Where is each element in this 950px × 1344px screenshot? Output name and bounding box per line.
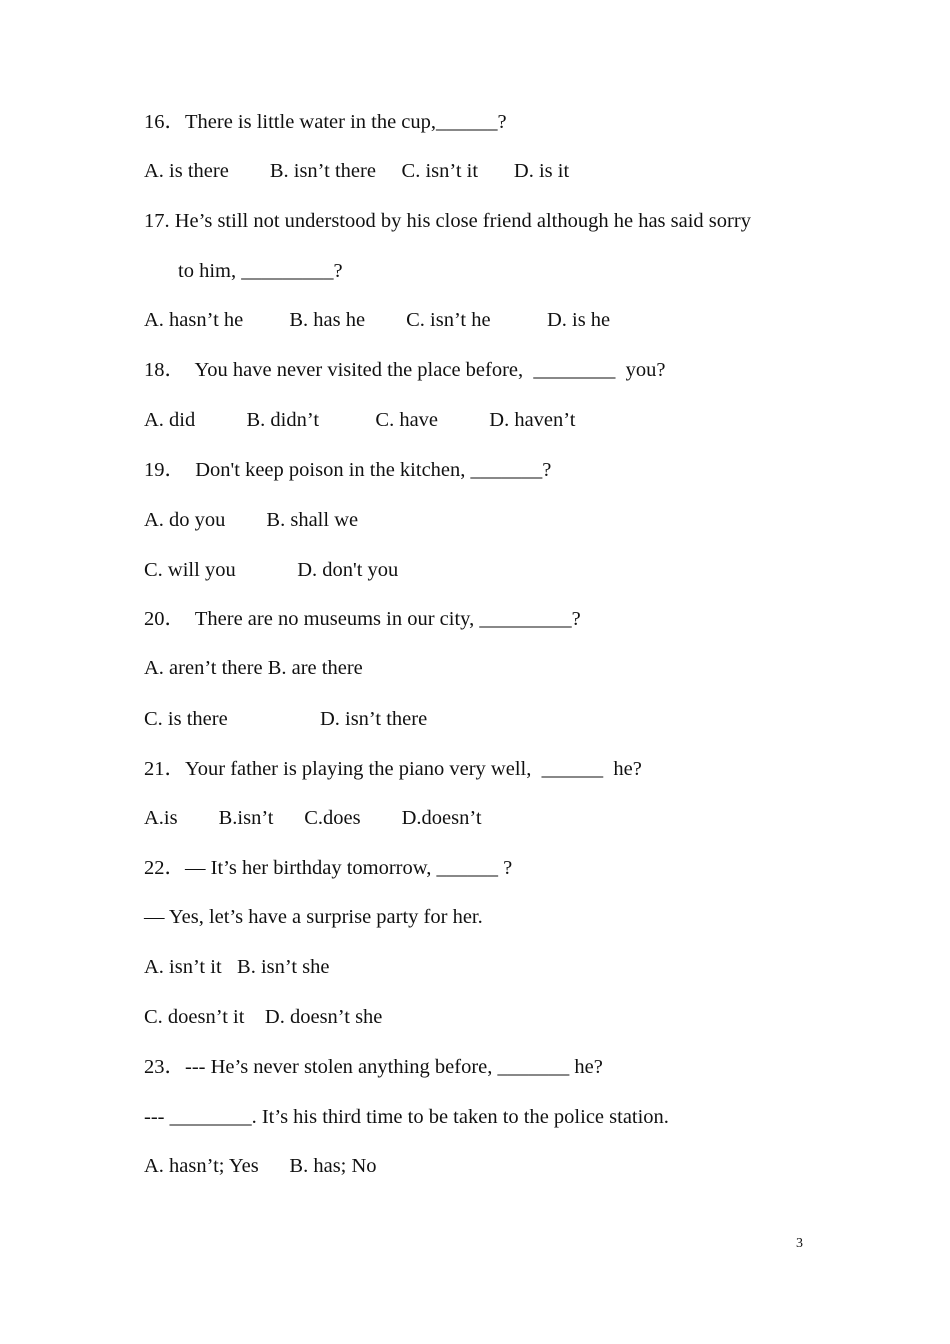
page-number: 3 xyxy=(796,1236,803,1251)
question-22-options-b: C. doesn’t it D. doesn’t she xyxy=(144,1006,383,1028)
question-22-options-a: A. isn’t it B. isn’t she xyxy=(144,956,330,978)
question-20: 20． There are no museums in our city, _________? xyxy=(144,608,581,630)
question-16: 16．There is little water in the cup,______? xyxy=(144,111,507,133)
question-23-reply: --- ________. It’s his third time to be taken to the police station. xyxy=(144,1106,669,1128)
question-22-reply: — Yes, let’s have a surprise party for her. xyxy=(144,906,483,928)
question-17-options: A. hasn’t he B. has he C. isn’t he D. is he xyxy=(144,309,611,331)
question-23: 23．--- He’s never stolen anything before, _______ he? xyxy=(144,1056,603,1078)
question-21-options: A.is B.isn’t C.does D.doesn’t xyxy=(144,807,482,829)
question-21: 21．Your father is playing the piano very well, ______ he? xyxy=(144,758,642,780)
question-16-options: A. is there B. isn’t there C. isn’t it D. is it xyxy=(144,160,570,182)
question-17-continued: to him, _________? xyxy=(178,260,343,282)
question-18: 18． You have never visited the place before, ________ you? xyxy=(144,359,666,381)
question-18-options: A. did B. didn’t C. have D. haven’t xyxy=(144,409,576,431)
question-23-options: A. hasn’t; Yes B. has; No xyxy=(144,1155,377,1177)
question-20-options-a: A. aren’t there B. are there xyxy=(144,657,363,679)
question-19: 19． Don't keep poison in the kitchen, _______? xyxy=(144,459,552,481)
question-20-options-b: C. is there D. isn’t there xyxy=(144,708,428,730)
question-19-options-b: C. will you D. don't you xyxy=(144,559,399,581)
question-22: 22．— It’s her birthday tomorrow, ______ ? xyxy=(144,857,513,879)
question-17: 17. He’s still not understood by his close friend although he has said sorry xyxy=(144,210,751,232)
question-19-options-a: A. do you B. shall we xyxy=(144,509,359,531)
